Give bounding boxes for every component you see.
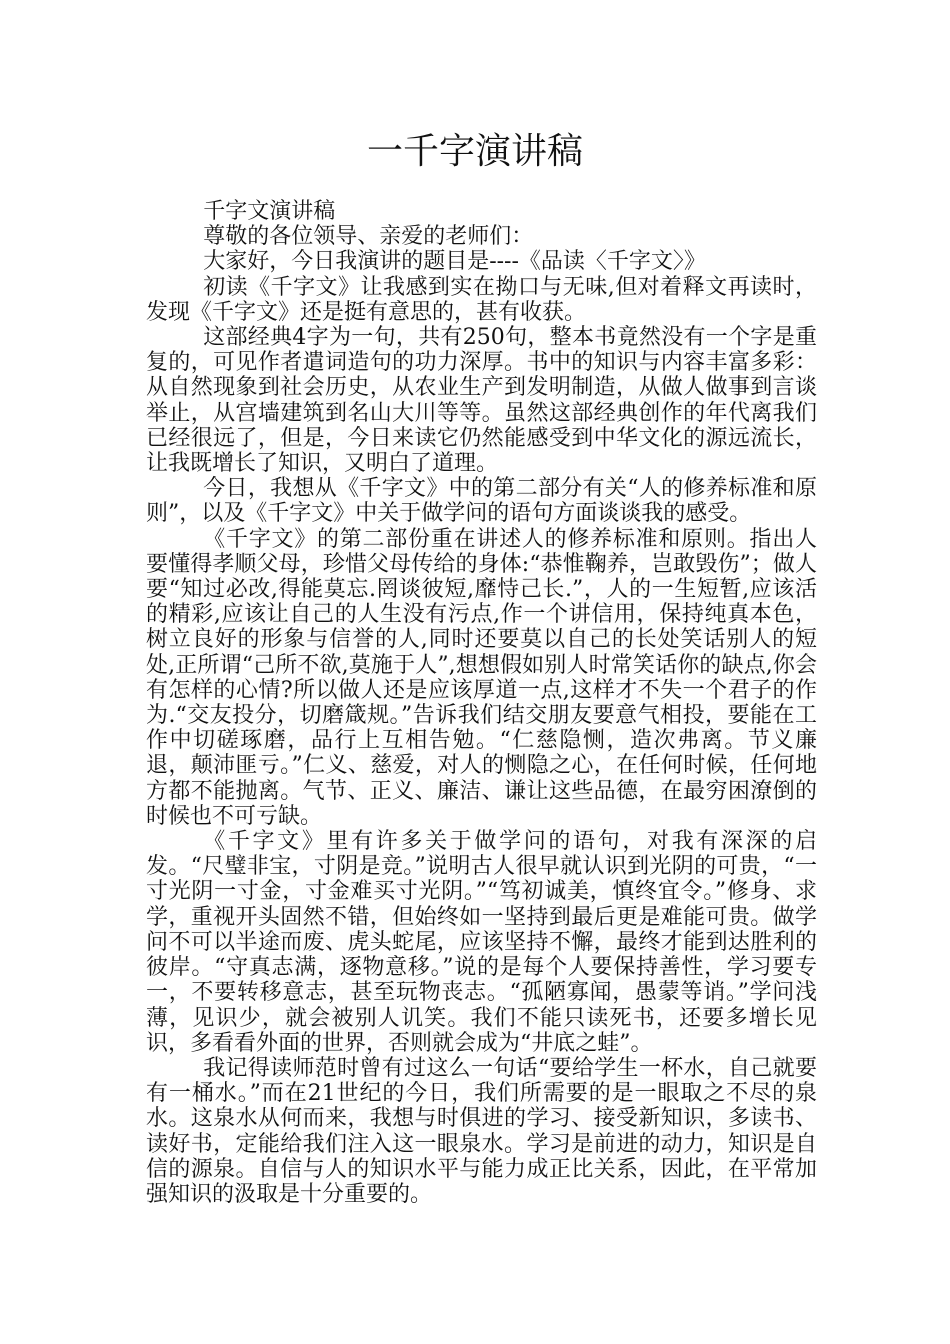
paragraph: 这部经典4字为一句，共有250句，整本书竟然没有一个字是重复的，可见作者遣词造句的功力深厚。书中的知识与内容丰富多彩：从自然现象到社会历史，从农业生产到发明制造，从做人做事到言谈举止，从宫墙建筑到名山大川等等。虽然这部经典创作的年代离我们已经很远了，但是，今日来读它仍然能感受到中华文化的源远流长，让我既增长了知识，又明白了道理。 [146, 325, 817, 477]
paragraph: 今日，我想从《千字文》中的第二部分有关“人的修养标准和原则”，以及《千字文》中关于做学问的语句方面谈谈我的感受。 [146, 476, 817, 527]
document-body [146, 199, 817, 1207]
paragraph: 我记得读师范时曾有过这么一句话“要给学生一杯水，自己就要有一桶水。”而在21世纪的今日，我们所需要的是一眼取之不尽的泉水。这泉水从何而来，我想与时俱进的学习、接受新知识，多读书、读好书，定能给我们注入这一眼泉水。学习是前进的动力，知识是自信的源泉。自信与人的知识水平与能力成正比关系，因此，在平常加强知识的汲取是十分重要的。 [146, 1055, 817, 1207]
paragraph: 《千字文》的第二部份重在讲述人的修养标准和原则。指出人要懂得孝顺父母，珍惜父母传给的身体:“恭惟鞠养，岂敢毁伤”；做人要“知过必改,得能莫忘.罔谈彼短,靡恃己长.”，人的一生短暂,应该活的精彩,应该让自己的人生没有污点,作一个讲信用，保持纯真本色，树立良好的形象与信誉的人,同时还要莫以自己的长处笑话别人的短处,正所谓“己所不欲,莫施于人”,想想假如别人时常笑话你的缺点,你会有怎样的心情?所以做人还是应该厚道一点,这样才不失一个君子的作为.“交友投分，切磨箴规。”告诉我们结交朋友要意气相投，要能在工作中切磋琢磨，品行上互相告勉。“仁慈隐恻，造次弗离。节义廉退，颠沛匪亏。”仁义、慈爱，对人的恻隐之心，在任何时候，任何地方都不能抛离。气节、正义、廉洁、谦让这些品德，在最穷困潦倒的时候也不可亏缺。 [146, 526, 817, 829]
paragraph: 《千字文》里有许多关于做学问的语句，对我有深深的启发。“尺璧非宝，寸阴是竞。”说明古人很早就认识到光阴的可贵，“一寸光阴一寸金，寸金难买寸光阴。”“笃初诚美，慎终宜令。”修身、求学，重视开头固然不错，但始终如一坚持到最后更是难能可贵。做学问不可以半途而废、虎头蛇尾，应该坚持不懈，最终才能到达胜利的彼岸。“守真志满，逐物意移。”说的是每个人要保持善性，学习要专一，不要转移意志，甚至玩物丧志。“孤陋寡闻，愚蒙等诮。”学问浅薄，见识少，就会被别人讥笑。我们不能只读死书，还要多增长见识，多看看外面的世界，否则就会成为“井底之蛙”。 [146, 829, 817, 1056]
document-title: 一千字演讲稿 [366, 131, 583, 172]
paragraph: 大家好，今日我演讲的题目是----《品读〈千字文〉》 [203, 249, 706, 275]
paragraph: 千字文演讲稿 [203, 199, 336, 224]
paragraph: 初读《千字文》让我感到实在拗口与无味,但对着释文再读时，发现《千字文》还是挺有意思的，甚有收获。 [146, 274, 817, 325]
paragraph: 尊敬的各位领导、亲爱的老师们： [203, 224, 534, 250]
